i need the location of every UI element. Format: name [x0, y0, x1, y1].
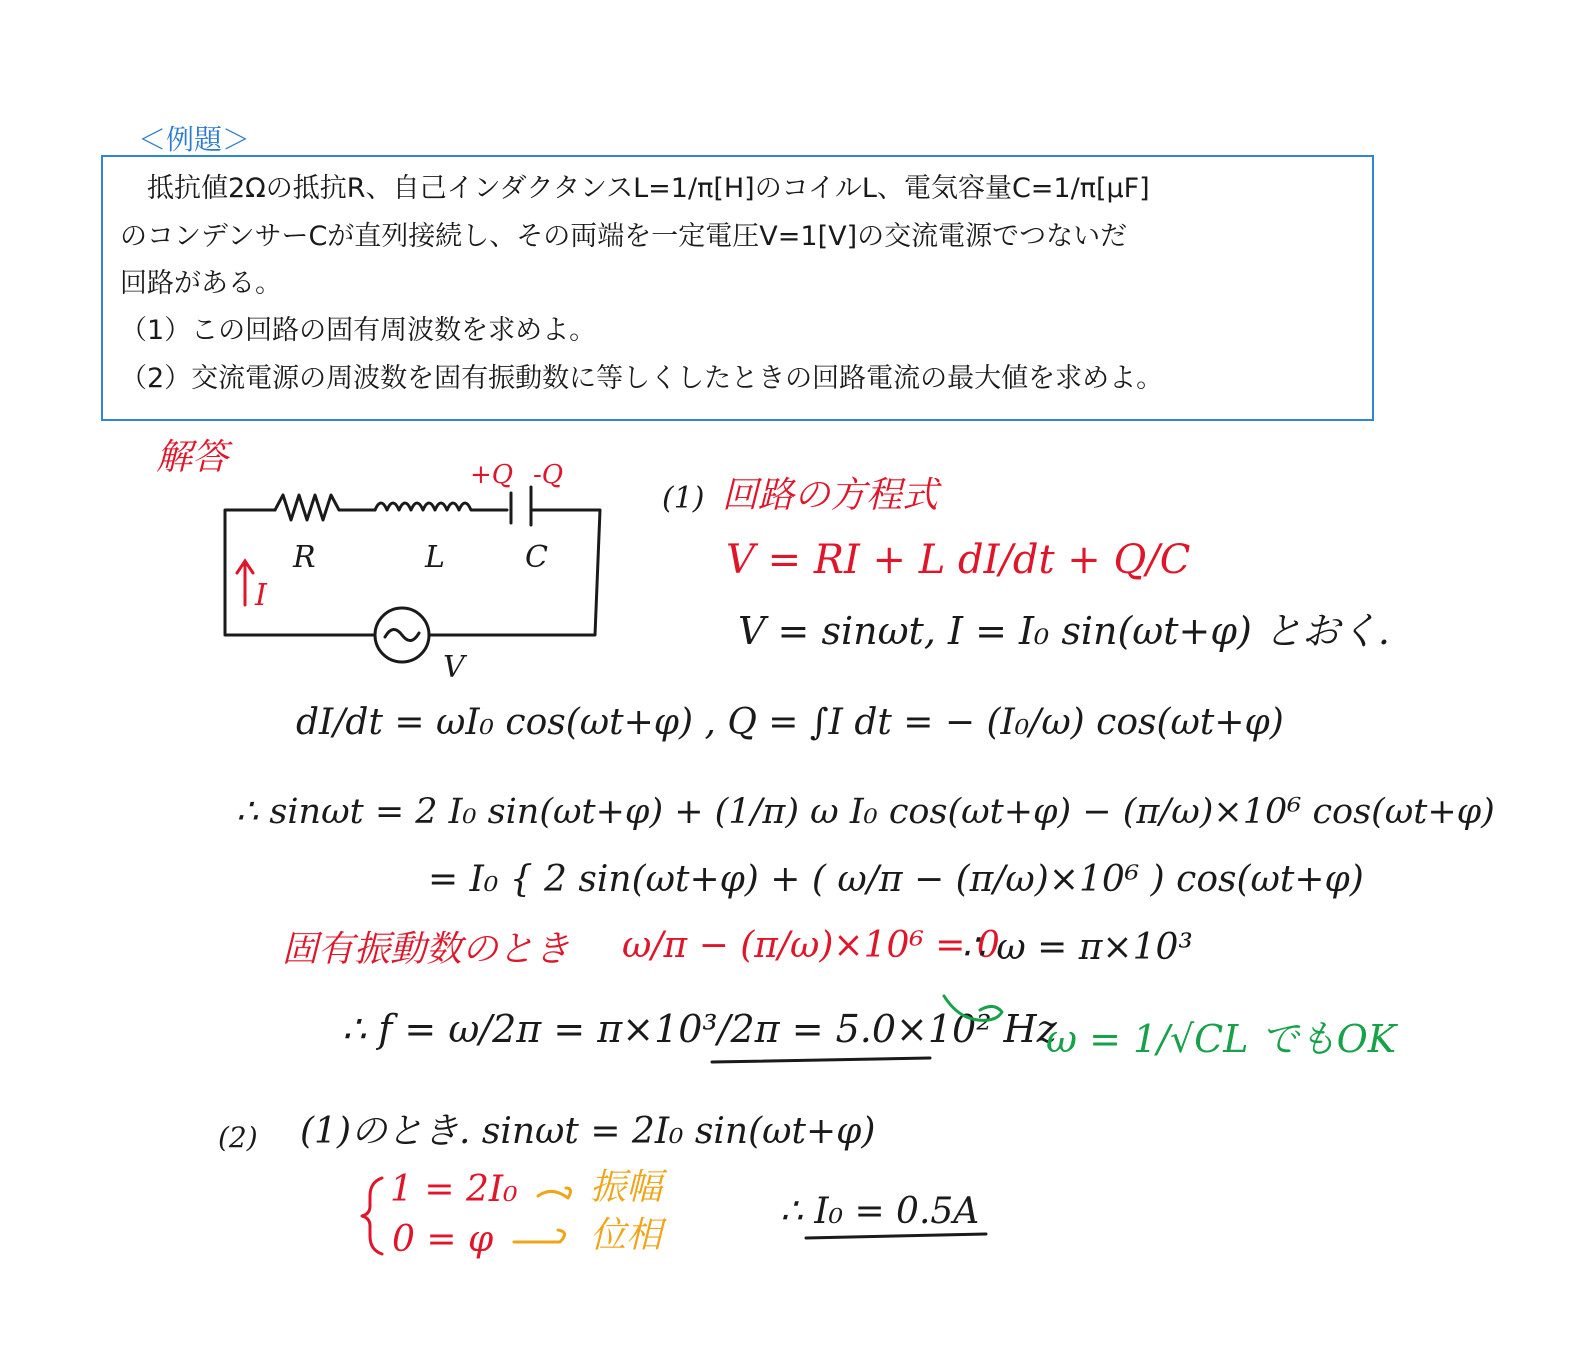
phase-arrow-icon: [514, 1230, 565, 1242]
resistor-symbol: [275, 495, 375, 520]
current-max-result: ∴ I₀ = 0.5A: [780, 1191, 980, 1232]
derivative-equations: dI/dt = ωI₀ cos(ωt+φ) , Q = ∫I dt = − (I₀/ω) cos(ωt+φ): [296, 702, 1284, 743]
charge-plus-label: +Q: [470, 460, 514, 490]
charge-minus-label: -Q: [533, 460, 564, 490]
resistor-label: R: [293, 540, 316, 575]
resonance-equation: ω/π − (π/ω)×10⁶ = 0: [622, 925, 1000, 966]
phase-equation: 0 = φ: [392, 1219, 494, 1260]
assumption-equation: V = sinωt, I = I₀ sin(ωt+φ) とおく.: [738, 609, 1390, 653]
inductor-symbol: [375, 503, 507, 510]
amplitude-label: 振幅: [590, 1167, 663, 1208]
circuit-wire-right: [429, 510, 600, 635]
circuit-equation: V = RI + L dI/dt + Q/C: [726, 537, 1191, 583]
capacitor-label: C: [525, 540, 548, 575]
current-arrow-icon: [237, 561, 253, 605]
part1-number: (1): [662, 481, 705, 516]
alternative-note: ω = 1/√CL でもOK: [1046, 1017, 1397, 1061]
example-heading: ＜例題＞: [138, 123, 251, 156]
omega-result: ∴ ω = π×10³: [962, 927, 1193, 968]
problem-line-3: 回路がある。: [120, 268, 282, 299]
problem-line-2: のコンデンサーCが直列接続し、その両端を一定電圧V=1[V]の交流電源でつないだ: [120, 221, 1128, 252]
problem-question-2: （2）交流電源の周波数を固有振動数に等しくしたときの回路電流の最大値を求めよ。: [120, 363, 1164, 394]
amplitude-equation: 1 = 2I₀: [390, 1169, 518, 1210]
frequency-underline: [712, 1058, 930, 1062]
part2-condition: (1)のとき. sinωt = 2I₀ sin(ωt+φ): [300, 1111, 876, 1152]
amplitude-arrow-icon: [538, 1188, 571, 1198]
resonance-label: 固有振動数のとき: [282, 929, 571, 970]
frequency-result: ∴ f = ω/2π = π×10³/2π = 5.0×10² Hz: [342, 1007, 1057, 1051]
problem-question-1: （1）この回路の固有周波数を求めよ。: [120, 315, 597, 346]
substituted-equation: ∴ sinωt = 2 I₀ sin(ωt+φ) + (1/π) ω I₀ cos(ωt+φ) − (π/ω)×10⁶ cos(ωt+φ): [236, 792, 1495, 832]
ac-wave-icon: [385, 629, 419, 640]
current-label: I: [255, 578, 267, 613]
phase-label: 位相: [590, 1215, 663, 1256]
rlc-circuit-diagram: [215, 455, 615, 685]
part1-title: 回路の方程式: [722, 475, 939, 516]
problem-line-1: 抵抗値2Ωの抵抗R、自己インダクタンスL=1/π[H]のコイルL、電気容量C=1/π[μF]: [120, 173, 1150, 204]
part2-number: (2): [218, 1121, 258, 1154]
current-underline: [806, 1234, 986, 1238]
brace-icon: [362, 1178, 382, 1254]
inductor-label: L: [425, 540, 445, 575]
answer-label: 解答: [156, 437, 229, 478]
voltage-label: V: [443, 650, 465, 685]
factored-equation: = I₀ { 2 sin(ωt+φ) + ( ω/π − (π/ω)×10⁶ ) cos(ωt+φ): [428, 859, 1364, 900]
